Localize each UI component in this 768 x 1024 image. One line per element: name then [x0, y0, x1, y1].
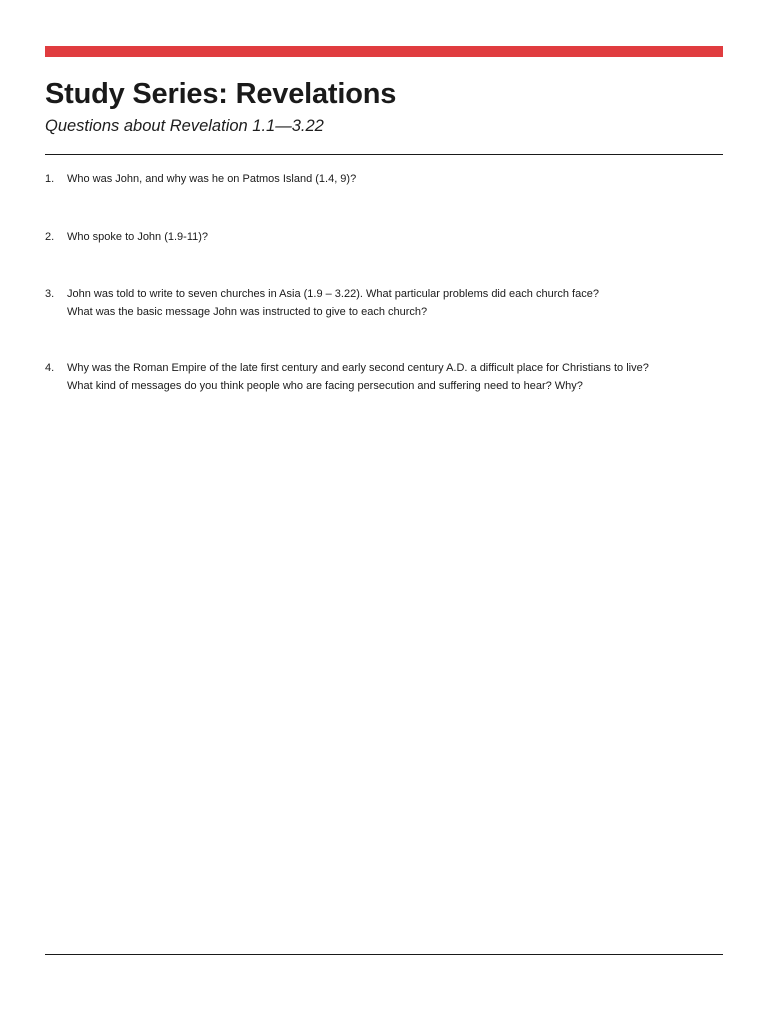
page-title: Study Series: Revelations	[45, 78, 397, 110]
question-text	[67, 228, 723, 246]
question-line: John was told to write to seven churches in Asia (1.9 – 3.22). What particular problems did each church face?	[67, 288, 599, 300]
question-line: What kind of messages do you think people who are facing persecution and suffering need to hear? Why?	[67, 380, 583, 392]
question-line: What was the basic message John was instructed to give to each church?	[67, 306, 428, 318]
question-line: Why was the Roman Empire of the late first century and early second century A.D. a difficult place for Christians to live?	[67, 362, 649, 374]
question-number: 2.	[45, 231, 55, 243]
question-line: Who spoke to John (1.9-11)?	[67, 231, 209, 243]
page-subtitle: Questions about Revelation 1.1—3.22	[45, 117, 324, 135]
question-text	[67, 285, 723, 321]
header-accent-bar	[45, 46, 723, 57]
question-number: 1.	[45, 173, 55, 185]
question-number: 4.	[45, 362, 55, 374]
question-line: Who was John, and why was he on Patmos Island (1.4, 9)?	[67, 173, 357, 185]
question-text	[67, 359, 723, 395]
question-text	[67, 170, 723, 188]
header-divider	[45, 154, 723, 155]
question-number: 3.	[45, 288, 55, 300]
footer-divider	[45, 954, 723, 955]
